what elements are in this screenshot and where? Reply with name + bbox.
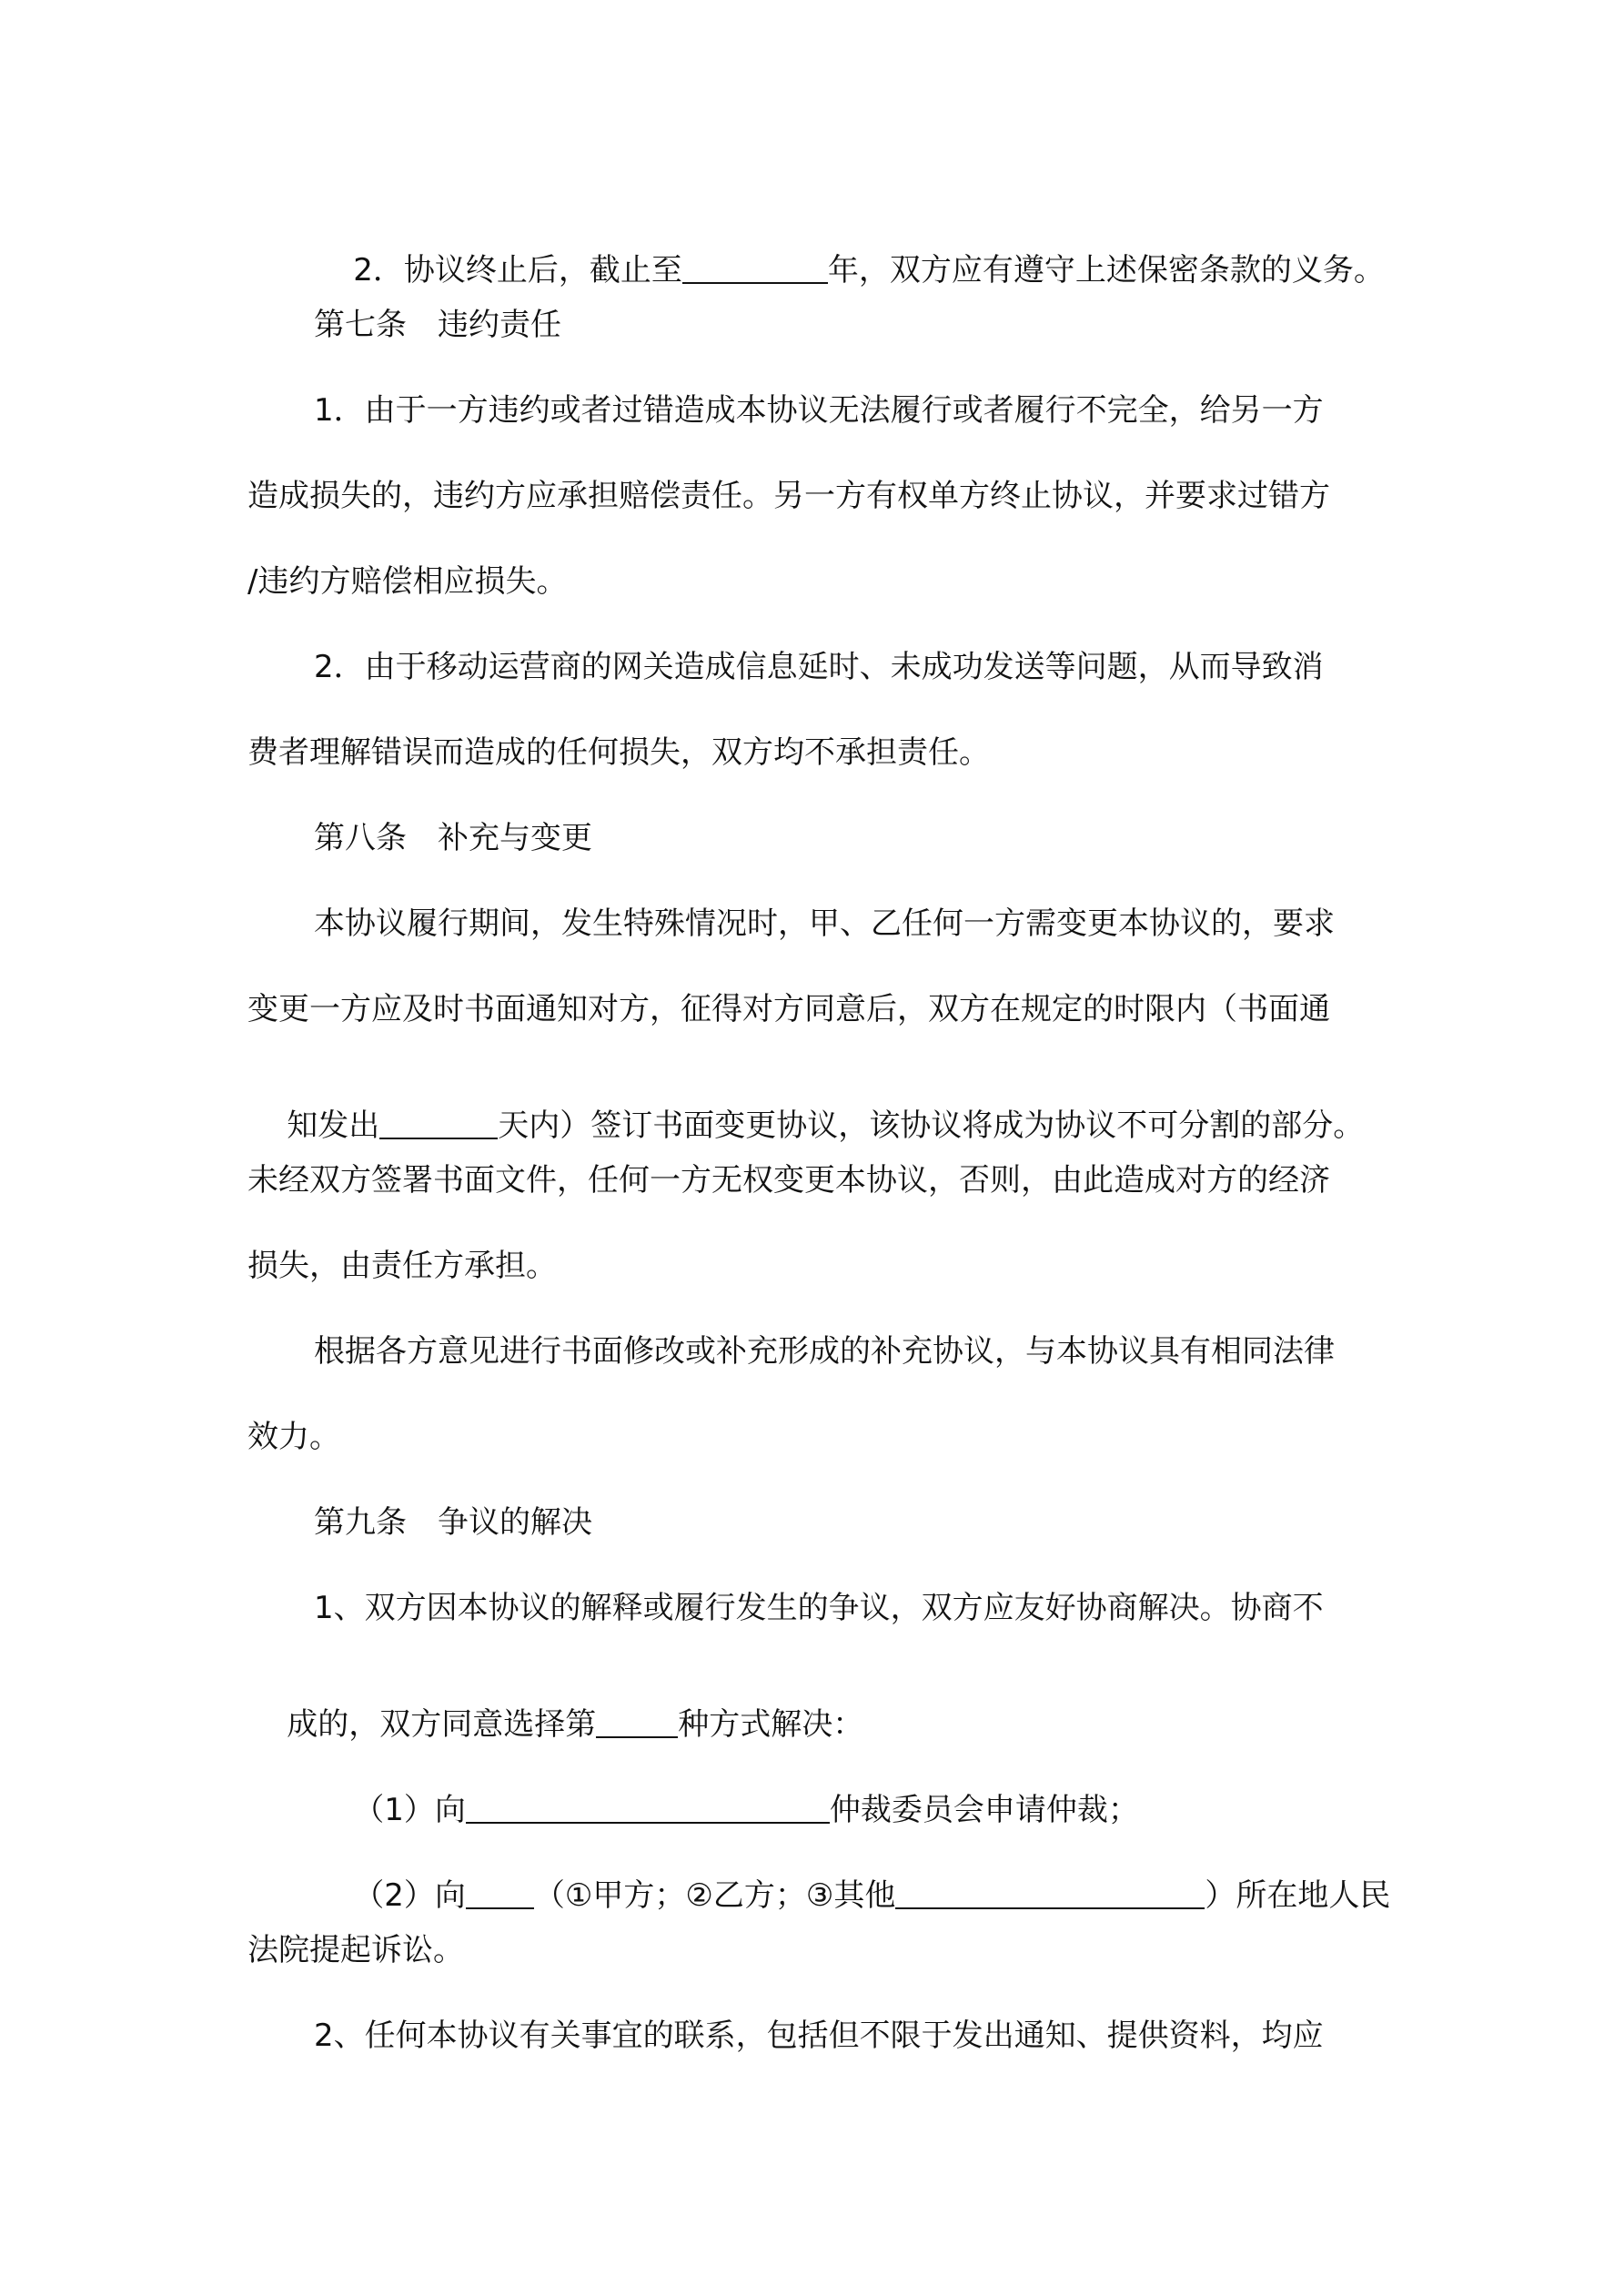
art7-p2-line2: 费者理解错误而造成的任何损失，双方均不承担责任。 bbox=[247, 734, 990, 771]
court-party-blank bbox=[466, 1880, 534, 1909]
art9-option-2 bbox=[314, 1849, 1390, 1942]
article-7-heading: 第七条 违约责任 bbox=[314, 307, 561, 343]
years-blank bbox=[682, 255, 828, 284]
other-party-blank bbox=[895, 1880, 1205, 1909]
art9-p1-line1: 1、双方因本协议的解释或履行发生的争议，双方应友好协商解决。协商不 bbox=[314, 1590, 1324, 1626]
art8-p1-line5: 损失，由责任方承担。 bbox=[247, 1248, 557, 1284]
opt2-mid: （①甲方；②乙方；③其他 bbox=[533, 1877, 896, 1914]
article-9-heading: 第九条 争议的解决 bbox=[314, 1504, 592, 1541]
art8-p1-line3 bbox=[247, 1079, 1364, 1172]
art9-p1-line2-suffix: 种方式解决： bbox=[678, 1706, 864, 1743]
opt2-prefix: （2）向 bbox=[353, 1877, 466, 1914]
art7-p1-line3: /违约方赔偿相应损失。 bbox=[247, 563, 568, 600]
art8-p1-line4: 未经双方签署书面文件，任何一方无权变更本协议，否则，由此造成对方的经济 bbox=[247, 1162, 1330, 1199]
art9-p1-line2-prefix: 成的，双方同意选择第 bbox=[287, 1706, 597, 1743]
art8-p1-line1: 本协议履行期间，发生特殊情况时，甲、乙任何一方需变更本协议的，要求 bbox=[314, 905, 1335, 942]
opt1-suffix: 仲裁委员会申请仲裁； bbox=[829, 1792, 1139, 1828]
art7-p2-line1: 2．由于移动运营商的网关造成信息延时、未成功发送等问题，从而导致消 bbox=[314, 649, 1324, 685]
arbitration-blank bbox=[466, 1795, 830, 1824]
art9-option-1 bbox=[314, 1764, 1139, 1856]
opt2-suffix: ）所在地人民 bbox=[1205, 1877, 1391, 1914]
art7-p1-line1: 1．由于一方违约或者过错造成本协议无法履行或者履行不完全，给另一方 bbox=[314, 392, 1324, 429]
art9-option-2-line2: 法院提起诉讼。 bbox=[247, 1932, 464, 1968]
paragraph-6-2 bbox=[314, 224, 1385, 317]
art7-p1-line2: 造成损失的，违约方应承担赔偿责任。另一方有权单方终止协议，并要求过错方 bbox=[247, 478, 1330, 514]
p6-2-prefix: 2．协议终止后，截止至 bbox=[353, 252, 682, 288]
art8-p1-line3-prefix: 知发出 bbox=[287, 1108, 380, 1144]
art8-p2-line2: 效力。 bbox=[247, 1419, 340, 1455]
method-blank bbox=[596, 1709, 678, 1738]
opt1-prefix: （1）向 bbox=[353, 1792, 466, 1828]
art8-p1-line3-suffix: 天内）签订书面变更协议，该协议将成为协议不可分割的部分。 bbox=[498, 1108, 1365, 1144]
art9-p1-line2 bbox=[247, 1678, 863, 1771]
art8-p2-line1: 根据各方意见进行书面修改或补充形成的补充协议，与本协议具有相同法律 bbox=[314, 1333, 1335, 1370]
p6-2-suffix: 年，双方应有遵守上述保密条款的义务。 bbox=[827, 252, 1385, 288]
art9-p2-line1: 2、任何本协议有关事宜的联系，包括但不限于发出通知、提供资料，均应 bbox=[314, 2018, 1324, 2054]
article-8-heading: 第八条 补充与变更 bbox=[314, 820, 592, 856]
art8-p1-line2: 变更一方应及时书面通知对方，征得对方同意后，双方在规定的时限内（书面通 bbox=[247, 991, 1330, 1027]
days-blank bbox=[379, 1110, 498, 1139]
